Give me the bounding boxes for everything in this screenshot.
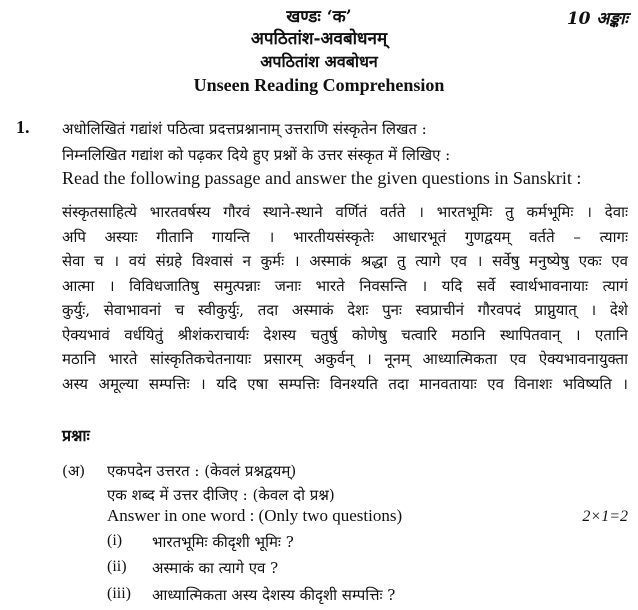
passage-line: अस्य अमूल्या सम्पत्तिः । यदि एषा सम्पत्तिः विनश्यति तदा मानवतायाः एव विनाशः भविष्यति ।	[62, 374, 628, 393]
question-number: 1.	[16, 117, 30, 137]
title-hindi: अपठितांश अवबोधन	[260, 52, 378, 71]
part-a-instruction-english: Answer in one word : (Only two questions)	[107, 506, 403, 525]
question-item-number: (i)	[107, 532, 123, 549]
question-item-number: (iii)	[107, 585, 131, 602]
instruction-sanskrit: अधोलिखितं गद्यांशं पठित्वा प्रदत्तप्रश्नानाम् उत्तराणि संस्कृतेन लिखत :	[62, 120, 427, 138]
part-a-label: (अ)	[62, 462, 86, 480]
instruction-hindi: निम्नलिखित गद्यांश को पढ़कर दिये हुए प्रश्नों के उत्तर संस्कृत में लिखिए :	[62, 146, 451, 164]
section-heading: खण्डः ‘क’	[286, 7, 352, 27]
part-a-score: 2×1=2	[582, 508, 628, 525]
part-a-instruction-sanskrit: एकपदेन उत्तरत : (केवलं प्रश्नद्वयम्)	[107, 462, 297, 480]
question-item-text: भारतभूमिः कीदृशी भूमिः ?	[152, 533, 294, 551]
passage-line: संस्कृतसाहित्ये भारतवर्षस्य गौरवं स्थाने-स्थाने वर्णितं वर्तते । भारतभूमिः तु कर्मभूमिः । देवाः	[62, 203, 628, 221]
passage-line: आत्मा । विविधजातिषु समुत्पन्नाः जनाः भारते निवसन्ति । यदि सर्वे स्वार्थभावनायाः त्यागं	[62, 276, 628, 295]
passage-line: अपि अस्याः गीतानि गायन्ति । भारतीयसंस्कृतेः आधारभूतं गुणद्वयम् वर्तते – त्यागः	[62, 227, 628, 246]
passage	[62, 200, 628, 396]
total-marks: 10 अङ्काः	[566, 9, 628, 29]
part-a-instruction-hindi: एक शब्द में उत्तर दीजिए : (केवल दो प्रश्न)	[107, 486, 335, 504]
title-sanskrit: अपठितांश-अवबोधनम्	[250, 29, 388, 49]
passage-line: मठानि भारते सांस्कृतिकचेतनायाः प्रसारम् अकुर्वन् । नूनम् आध्यात्मिकता एव ऐक्यभावनायुक्ता	[62, 350, 628, 368]
question-item-number: (ii)	[107, 558, 127, 575]
title-english: Unseen Reading Comprehension	[193, 75, 445, 95]
passage-line: ऐक्यभावं वर्धयितुं श्रीशंकराचार्यः देशस्य चतुर्षु कोणेषु चत्वारि मठानि स्थापितवान् । एतानि	[62, 325, 628, 344]
question-item-text: अस्माकं का त्यागे एव ?	[152, 559, 279, 577]
passage-line: सेवा च । वयं संग्रहे विश्वासं न कुर्मः । अस्माकं श्रद्धा तु त्यागे एव । सर्वेषु मनुष्येषु एकः एव	[62, 252, 628, 270]
passage-line: कुर्युः, सेवाभावनां च स्वीकुर्युः, तदा अस्माकं देशः पुनः स्वप्राचीनं गौरवपदं प्राप्नुयात् । देशे	[62, 301, 628, 319]
prashna-heading: प्रश्नाः	[62, 426, 90, 445]
question-item-text: आध्यात्मिकता अस्य देशस्य कीदृशी सम्पत्तिः ?	[152, 586, 396, 604]
instruction-english: Read the following passage and answer the given questions in Sanskrit :	[62, 168, 582, 188]
